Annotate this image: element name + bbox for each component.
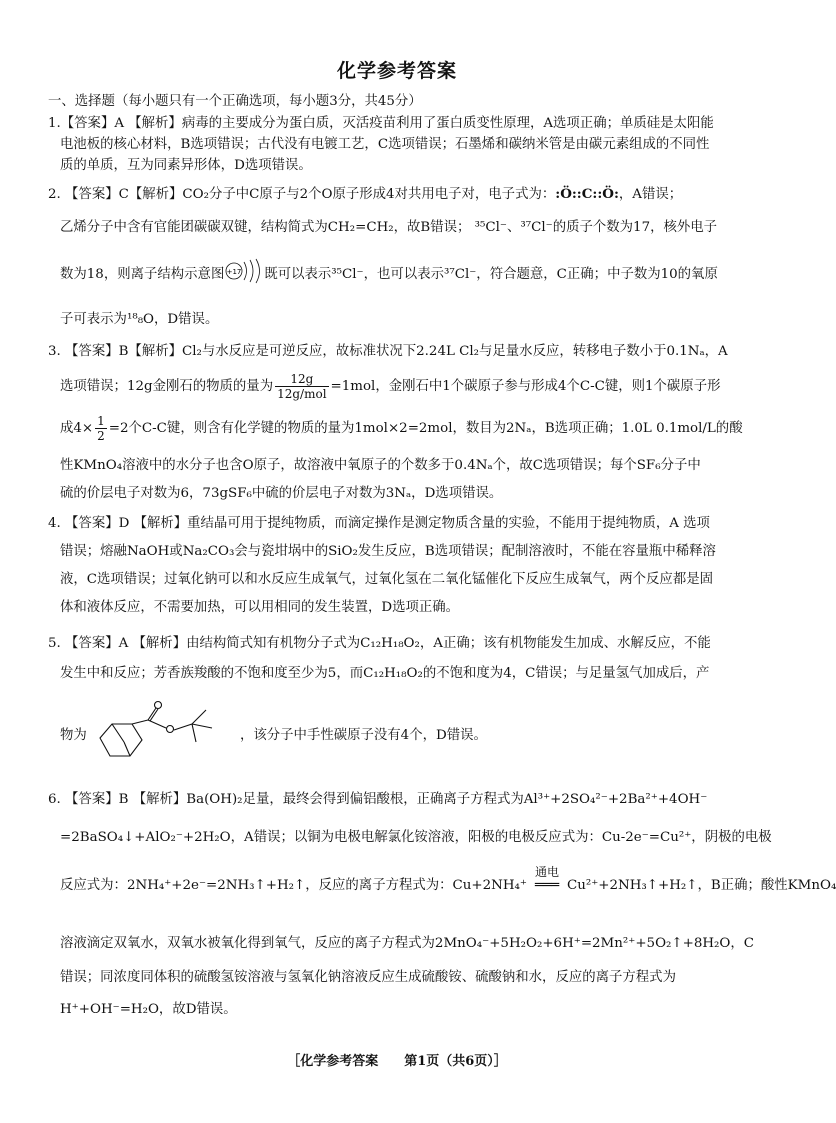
q4-line-3: 液，C选项错误；过氧化钠可以和水反应生成氧气，过氧化氢在二氧化锰催化下反应生成氧气，两个反应都是固 [60,572,713,587]
atom-nucleus-label: +17 [226,268,242,276]
co2-electron-formula: :Ö::C::Ö: [555,186,619,202]
fraction-denominator: 12g/mol [277,387,327,401]
q5-line-3-b: ，该分子中手性碳原子没有4个，D错误。 [240,728,487,743]
q2-line-3-b: 既可以表示³⁵Cl⁻，也可以表示³⁷Cl⁻，符合题意，C正确；中子数为10的氧原 [264,267,718,282]
q3-line-4: 性KMnO₄溶液中的水分子也含O原子，故溶液中氧原子的个数多于0.4Nₐ个，故C选项错误；每个SF₆分子中 [60,458,701,473]
product-structure-formula [96,700,236,772]
chloride-ion-structure-diagram [224,258,264,291]
q3-line-5: 硫的价层电子对数为6，73gSF₆中硫的价层电子对数为3Nₐ，D选项错误。 [60,486,503,501]
page-footer: ［化学参考答案 第1页（共6页）］ [287,1054,507,1069]
fraction-numerator: 1 [97,414,105,428]
q6-line-6: H⁺+OH⁻=H₂O，故D错误。 [60,1002,237,1017]
q4-line-4: 体和液体反应，不需要加热，可以用相同的发生装置，D选项正确。 [60,600,460,615]
electrolysis-arrow: 通电 ═══ [527,876,567,896]
q6-line-3-b: Cu²⁺+2NH₃↑+H₂↑，B正确；酸性KMnO₄ [566,878,836,893]
q1-line-3: 质的单质，互为同素异形体，D选项错误。 [60,158,312,173]
q2-line-1-b: ，A错误； [618,187,683,202]
q3-line-2 [60,370,748,406]
q5-line-1: 5. 【答案】A 【解析】由结构简式知有机物分子式为C₁₂H₁₈O₂，A正确；该有机物能发生加成、水解反应，不能 [48,636,711,651]
q5-line-2: 发生中和反应；芳香族羧酸的不饱和度至少为5，而C₁₂H₁₈O₂的不饱和度为4，C错误；与足量氢气加成后，产 [60,666,710,681]
fraction-numerator: 12g [275,372,328,387]
q3-line-3-a: 成4× [60,421,94,436]
q6-line-3-a: 反应式为：2NH₄⁺+2e⁻=2NH₃↑+H₂↑，反应的离子方程式为：Cu+2NH₄⁺ [60,878,527,893]
q5-line-3-a: 物为 [60,728,87,743]
q6-line-1: 6. 【答案】B 【解析】Ba(OH)₂足量，最终会得到偏铝酸根，正确离子方程式为Al³⁺+2SO₄²⁻+2Ba²⁺+4OH⁻ [48,792,708,807]
q4-line-2: 错误；熔融NaOH或Na₂CO₃会与瓷坩埚中的SiO₂发生反应，B选项错误；配制溶液时，不能在容量瓶中稀释溶 [60,544,716,559]
q3-line-3 [60,412,748,450]
q1-line-2: 电池板的核心材料，B选项错误；古代没有电镀工艺，C选项错误；石墨烯和碳纳米管是由碳元素组成的不同性 [60,137,710,152]
section-heading: 一、选择题（每小题只有一个正确选项，每小题3分，共45分） [48,94,422,109]
fraction-half [95,414,107,443]
q3-line-2-a: 选项错误；12g金刚石的物质的量为 [60,379,274,394]
q2-line-1 [48,184,748,205]
q6-line-5: 错误；同浓度同体积的硫酸氢铵溶液与氢氧化钠溶液反应生成硫酸铵、硫酸钠和水，反应的离子方程式为 [60,970,676,985]
q1-line-1: 1.【答案】A 【解析】病毒的主要成分为蛋白质，灭活疫苗利用了蛋白质变性原理，A选项正确；单质硅是太阳能 [48,116,714,131]
q3-line-3-b: =2个C-C键，则含有化学键的物质的量为1mol×2=2mol，数目为2Nₐ，B选项正确；1.0L 0.1mol/L的酸 [108,421,743,436]
q3-line-2-b: =1mol，金刚石中1个碳原子参与形成4个C-C键，则1个碳原子形 [330,379,721,394]
q2-line-3-a: 数为18，则离子结构示意图 [60,267,225,282]
fraction-molar-mass [275,372,328,401]
q2-line-4: 子可表示为¹⁸₈O，D错误。 [60,312,219,327]
q6-line-2: =2BaSO₄↓+AlO₂⁻+2H₂O，A错误；以铜为电极电解氯化铵溶液，阳极的电极反应式为：Cu-2e⁻=Cu²⁺，阴极的电极 [60,830,772,845]
q6-line-4: 溶液滴定双氧水，双氧水被氧化得到氧气，反应的离子方程式为2MnO₄⁻+5H₂O₂+6H⁺=2Mn²⁺+5O₂↑+8H₂O，C [60,936,755,951]
electrolysis-condition: 通电 [534,865,559,879]
q4-line-1: 4. 【答案】D 【解析】重结晶可用于提纯物质，而滴定操作是测定物质含量的实验，不能用于提纯物质，A 选项 [48,516,710,531]
q2-line-3 [60,258,748,291]
page-title: 化学参考答案 [336,60,457,82]
q2-line-1-a: 2. 【答案】C【解析】CO₂分子中C原子与2个O原子形成4对共用电子对，电子式为： [48,187,556,202]
q3-line-1: 3. 【答案】B【解析】Cl₂与水反应是可逆反应，故标准状况下2.24L Cl₂与足量水反应，转移电子数小于0.1Nₐ，A [48,344,728,359]
q6-line-3 [60,865,836,896]
q2-line-2: 乙烯分子中含有官能团碳碳双键，结构简式为CH₂=CH₂，故B错误； ³⁵Cl⁻、³⁷Cl⁻的质子个数为17，核外电子 [60,220,718,235]
fraction-denominator: 2 [97,429,105,443]
